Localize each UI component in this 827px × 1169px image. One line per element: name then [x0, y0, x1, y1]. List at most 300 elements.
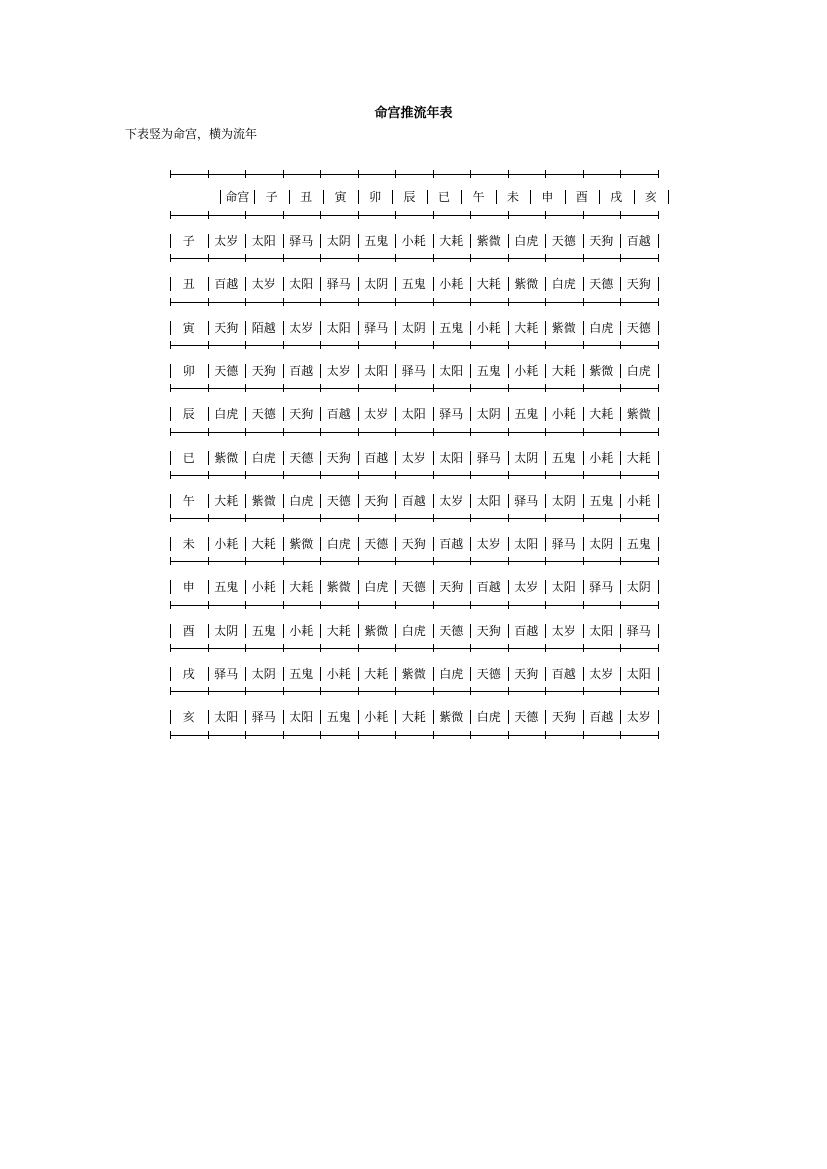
cell-separator: [658, 451, 659, 465]
table-cell: 白虎: [551, 277, 576, 292]
table-cell: 百越: [626, 234, 651, 248]
table-rule-tick: [208, 471, 209, 479]
table-cell: 太阴: [214, 623, 239, 638]
table-rule: [170, 432, 658, 433]
table-rule-tick: [395, 557, 396, 565]
table-cell: 大耗: [289, 580, 314, 595]
table-rule-tick: [433, 170, 434, 178]
table-rule-tick: [170, 601, 171, 609]
table-rule-tick: [208, 170, 209, 178]
table-rule-tick: [508, 687, 509, 695]
table-rule: [170, 518, 658, 519]
header-cell: 未: [506, 190, 519, 204]
table-cell: 大耗: [476, 277, 501, 292]
table-rule-tick: [208, 298, 209, 306]
cell-separator: [658, 537, 659, 551]
table-cell: 五鬼: [551, 450, 576, 465]
table-cell: 大耗: [326, 623, 351, 638]
table-cell: 太阳: [626, 667, 651, 681]
table-rule-tick: [658, 687, 659, 695]
table-rule-tick: [320, 514, 321, 522]
table-cell: 白虎: [326, 537, 351, 552]
table-rule-tick: [658, 514, 659, 522]
table-rule-tick: [208, 687, 209, 695]
header-cell: 子: [265, 190, 278, 204]
table-rule-tick: [245, 601, 246, 609]
header-cell: 酉: [575, 190, 588, 204]
table-rule-tick: [245, 341, 246, 349]
table-rule-tick: [283, 471, 284, 479]
table-cell: 太阳: [326, 320, 351, 335]
table-rule-tick: [470, 601, 471, 609]
table-rule: [170, 475, 658, 476]
row-label: 未: [182, 537, 195, 552]
table-cell: 五鬼: [514, 407, 539, 422]
cell-separator: [658, 580, 659, 594]
table-rule-tick: [358, 254, 359, 262]
table-rule-tick: [395, 384, 396, 392]
table-cell: 百越: [439, 537, 464, 552]
table-rule-tick: [245, 687, 246, 695]
table-cell: 驿马: [326, 277, 351, 292]
table-cell: 大耗: [214, 493, 239, 508]
table-rule-tick: [470, 170, 471, 178]
table-cell: 百越: [551, 667, 576, 681]
table-rule-tick: [545, 384, 546, 392]
table-cell: 紫微: [251, 493, 276, 508]
table-cell: 小耗: [589, 450, 614, 465]
table-cell: 大耗: [551, 363, 576, 378]
table-rule-tick: [470, 254, 471, 262]
table-cell: 天狗: [626, 277, 651, 292]
table-cell: 天德: [251, 407, 276, 422]
table-cell: 紫微: [364, 623, 389, 638]
table-cell: 太岁: [439, 493, 464, 508]
table-cell: 五鬼: [251, 623, 276, 638]
table-rule-tick: [283, 298, 284, 306]
table-rule-tick: [170, 384, 171, 392]
table-cell: 太阳: [439, 363, 464, 378]
table-rule-tick: [395, 687, 396, 695]
table-rule-tick: [283, 731, 284, 739]
table-cell: 驿马: [514, 493, 539, 508]
table-cell: 天狗: [251, 363, 276, 378]
table-rule-tick: [433, 557, 434, 565]
table-rule-tick: [433, 211, 434, 219]
table-rule-tick: [620, 731, 621, 739]
table-cell: 大耗: [514, 320, 539, 335]
table-cell: 小耗: [214, 537, 239, 552]
row-label: 卯: [182, 363, 195, 378]
table-rule-tick: [620, 428, 621, 436]
table-rule-tick: [470, 514, 471, 522]
table-rule-tick: [320, 298, 321, 306]
table-rule-tick: [433, 471, 434, 479]
table-rule-tick: [545, 731, 546, 739]
table-rule-tick: [433, 644, 434, 652]
table-rule-tick: [170, 644, 171, 652]
header-cell: 戌: [610, 190, 623, 204]
table-cell: 太阳: [514, 537, 539, 552]
table-rule-tick: [170, 254, 171, 262]
table-rule-tick: [358, 514, 359, 522]
table-cell: 白虎: [251, 450, 276, 465]
table-rule-tick: [245, 254, 246, 262]
table-cell: 驿马: [476, 450, 501, 465]
table-cell: 天德: [214, 363, 239, 378]
table-rule-tick: [320, 170, 321, 178]
table-rule-tick: [395, 731, 396, 739]
table-rule-tick: [545, 254, 546, 262]
table-cell: 百越: [401, 493, 426, 508]
table-rule-tick: [283, 170, 284, 178]
table-cell: 天狗: [514, 667, 539, 681]
table-rule-tick: [583, 428, 584, 436]
table-rule: [170, 735, 658, 736]
table-cell: 五鬼: [439, 320, 464, 335]
table-cell: 百越: [589, 710, 614, 725]
table-cell: 天狗: [364, 493, 389, 508]
page-subtitle: 下表竖为命宫，横为流年: [125, 127, 258, 141]
table-cell: 白虎: [589, 320, 614, 335]
table-rule-tick: [208, 384, 209, 392]
table-rule: [170, 174, 658, 175]
table-cell: 太岁: [551, 623, 576, 638]
table-rule-tick: [658, 211, 659, 219]
table-rule-tick: [245, 428, 246, 436]
table-rule-tick: [395, 211, 396, 219]
table-rule-tick: [170, 514, 171, 522]
table-rule-tick: [170, 471, 171, 479]
table-rule-tick: [583, 471, 584, 479]
table-rule-tick: [433, 254, 434, 262]
table-rule-tick: [208, 557, 209, 565]
table-cell: 天狗: [439, 580, 464, 595]
table-cell: 小耗: [326, 667, 351, 681]
table-rule-tick: [320, 557, 321, 565]
header-cell: 丑: [300, 190, 313, 204]
table-cell: 五鬼: [401, 277, 426, 292]
row-label: 丑: [182, 277, 195, 292]
table-rule-tick: [545, 557, 546, 565]
table-rule-tick: [170, 428, 171, 436]
table-rule-tick: [470, 428, 471, 436]
table-rule-tick: [508, 428, 509, 436]
table-cell: 太阳: [214, 710, 239, 725]
row-label: 子: [182, 234, 195, 248]
table-rule-tick: [470, 687, 471, 695]
table-cell: 紫微: [439, 710, 464, 725]
table-rule-tick: [620, 557, 621, 565]
table-rule-tick: [508, 254, 509, 262]
table-rule-tick: [358, 687, 359, 695]
table-cell: 太阳: [439, 450, 464, 465]
table-cell: 白虎: [476, 710, 501, 725]
table-rule-tick: [395, 644, 396, 652]
table-cell: 大耗: [401, 710, 426, 725]
table-rule-tick: [545, 471, 546, 479]
header-cell: 辰: [403, 190, 416, 204]
table-cell: 驿马: [251, 710, 276, 725]
row-label: 辰: [182, 407, 195, 422]
table-rule-tick: [583, 601, 584, 609]
table-cell: 白虎: [401, 623, 426, 638]
cell-separator: [658, 624, 659, 638]
table-cell: 驿马: [214, 667, 239, 681]
table-rule-tick: [283, 384, 284, 392]
table-rule-tick: [395, 514, 396, 522]
row-label: 午: [182, 493, 195, 508]
table-rule-tick: [358, 298, 359, 306]
table-rule-tick: [433, 514, 434, 522]
table-rule: [170, 258, 658, 259]
table-rule-tick: [583, 298, 584, 306]
table-rule-tick: [620, 514, 621, 522]
table-cell: 太阳: [289, 277, 314, 292]
table-rule-tick: [620, 687, 621, 695]
table-rule-tick: [170, 170, 171, 178]
table-rule-tick: [320, 644, 321, 652]
table-cell: 陌越: [251, 320, 276, 335]
table-cell: 天德: [364, 537, 389, 552]
table-rule-tick: [208, 644, 209, 652]
table-cell: 五鬼: [626, 537, 651, 552]
row-label: 酉: [182, 623, 195, 638]
table-rule: [170, 561, 658, 562]
table-cell: 太岁: [626, 710, 651, 725]
table-cell: 驿马: [289, 234, 314, 248]
table-rule-tick: [283, 254, 284, 262]
cell-separator: [658, 667, 659, 681]
table-rule-tick: [583, 384, 584, 392]
table-cell: 白虎: [214, 407, 239, 422]
table-cell: 驿马: [589, 580, 614, 595]
table-cell: 百越: [326, 407, 351, 422]
table-rule-tick: [208, 601, 209, 609]
table-rule-tick: [658, 557, 659, 565]
table-cell: 太阳: [476, 493, 501, 508]
table-cell: 小耗: [401, 234, 426, 248]
table-cell: 太岁: [326, 363, 351, 378]
table-rule: [170, 302, 658, 303]
table-rule-tick: [545, 644, 546, 652]
table-rule-tick: [545, 428, 546, 436]
table-rule-tick: [395, 601, 396, 609]
table-rule-tick: [508, 211, 509, 219]
table-rule-tick: [508, 384, 509, 392]
table-rule-tick: [283, 428, 284, 436]
table-cell: 紫微: [289, 537, 314, 552]
table-rule-tick: [508, 514, 509, 522]
table-cell: 太岁: [251, 277, 276, 292]
table-rule-tick: [320, 428, 321, 436]
table-rule-tick: [583, 514, 584, 522]
table-rule-tick: [658, 298, 659, 306]
table-rule-tick: [433, 428, 434, 436]
table-cell: 白虎: [626, 363, 651, 378]
table-cell: 天狗: [214, 320, 239, 335]
row-label: 申: [182, 580, 195, 595]
table-cell: 天狗: [401, 537, 426, 552]
table-cell: 紫微: [214, 450, 239, 465]
table-rule-tick: [433, 687, 434, 695]
table-cell: 五鬼: [364, 234, 389, 248]
table-cell: 天狗: [589, 234, 614, 248]
table-cell: 五鬼: [326, 710, 351, 725]
table-rule-tick: [470, 341, 471, 349]
table-cell: 五鬼: [589, 493, 614, 508]
table-rule-tick: [283, 601, 284, 609]
table-rule-tick: [395, 170, 396, 178]
table-rule-tick: [283, 211, 284, 219]
table-rule-tick: [620, 384, 621, 392]
table-rule-tick: [583, 557, 584, 565]
table-cell: 太阴: [251, 667, 276, 681]
table-cell: 紫微: [514, 277, 539, 292]
table-rule-tick: [245, 384, 246, 392]
table-cell: 紫微: [326, 580, 351, 595]
row-label: 寅: [182, 320, 195, 335]
table-rule-tick: [208, 211, 209, 219]
row-label: 亥: [182, 710, 195, 725]
table-rule-tick: [170, 211, 171, 219]
page-title: 命宫推流年表: [374, 106, 453, 121]
table-rule-tick: [658, 384, 659, 392]
table-rule-tick: [470, 471, 471, 479]
table-rule-tick: [395, 298, 396, 306]
table-cell: 太岁: [364, 407, 389, 422]
table-cell: 白虎: [289, 493, 314, 508]
row-label: 已: [182, 450, 195, 465]
table-cell: 紫微: [551, 320, 576, 335]
table-cell: 太阴: [476, 407, 501, 422]
table-cell: 太岁: [514, 580, 539, 595]
table-rule-tick: [620, 170, 621, 178]
table-rule-tick: [395, 428, 396, 436]
table-rule-tick: [358, 644, 359, 652]
table-cell: 太岁: [289, 320, 314, 335]
table-cell: 白虎: [439, 667, 464, 681]
table-rule-tick: [245, 298, 246, 306]
table-cell: 太阴: [364, 277, 389, 292]
table-rule-tick: [620, 254, 621, 262]
table-rule-tick: [508, 298, 509, 306]
table-rule-tick: [358, 341, 359, 349]
table-rule-tick: [170, 557, 171, 565]
table-rule-tick: [620, 644, 621, 652]
cell-separator: [658, 234, 659, 248]
table-cell: 太阳: [589, 623, 614, 638]
table-rule-tick: [358, 428, 359, 436]
table-rule-tick: [508, 601, 509, 609]
cell-separator: [658, 364, 659, 378]
table-cell: 天德: [476, 667, 501, 681]
cell-separator: [658, 710, 659, 724]
table-cell: 五鬼: [214, 580, 239, 595]
cell-separator: [658, 321, 659, 335]
table-rule-tick: [283, 514, 284, 522]
table-cell: 天德: [326, 493, 351, 508]
table-rule-tick: [620, 211, 621, 219]
table-rule-tick: [620, 341, 621, 349]
header-cell: 已: [437, 190, 450, 204]
table-rule-tick: [208, 731, 209, 739]
table-rule-tick: [358, 557, 359, 565]
table-cell: 天狗: [476, 623, 501, 638]
table-cell: 太阴: [401, 320, 426, 335]
table-cell: 天德: [401, 580, 426, 595]
table-rule-tick: [508, 557, 509, 565]
table-rule-tick: [395, 341, 396, 349]
table-rule-tick: [583, 687, 584, 695]
table-rule-tick: [395, 471, 396, 479]
table-rule-tick: [358, 731, 359, 739]
table-rule-tick: [320, 254, 321, 262]
table-cell: 紫微: [589, 363, 614, 378]
table-rule-tick: [583, 731, 584, 739]
table-rule-tick: [470, 298, 471, 306]
table-rule: [170, 215, 658, 216]
table-rule-tick: [508, 170, 509, 178]
table-rule-tick: [658, 731, 659, 739]
table-cell: 小耗: [476, 320, 501, 335]
table-rule-tick: [583, 644, 584, 652]
table-rule-tick: [170, 731, 171, 739]
table-cell: 天德: [514, 710, 539, 725]
table-rule-tick: [508, 644, 509, 652]
table-rule-tick: [545, 211, 546, 219]
table-cell: 太岁: [476, 537, 501, 552]
table-cell: 太阴: [626, 580, 651, 595]
table-rule-tick: [658, 428, 659, 436]
table-rule-tick: [583, 170, 584, 178]
table-rule-tick: [320, 687, 321, 695]
table-rule-tick: [320, 384, 321, 392]
table-rule-tick: [470, 211, 471, 219]
header-separator: [668, 190, 669, 204]
table-rule-tick: [283, 341, 284, 349]
table-rule-tick: [320, 731, 321, 739]
table-cell: 大耗: [439, 234, 464, 248]
table-cell: 大耗: [626, 450, 651, 465]
header-cell: 申: [541, 190, 554, 204]
header-cell: 命宫: [225, 190, 250, 204]
table-rule-tick: [545, 514, 546, 522]
table-rule-tick: [433, 731, 434, 739]
table-cell: 驿马: [401, 363, 426, 378]
table-cell: 小耗: [551, 407, 576, 422]
table-rule-tick: [283, 687, 284, 695]
table-cell: 紫微: [476, 234, 501, 248]
table-cell: 太岁: [401, 450, 426, 465]
table-rule-tick: [620, 601, 621, 609]
table-cell: 五鬼: [289, 667, 314, 681]
table-rule-tick: [470, 731, 471, 739]
table-rule-tick: [208, 254, 209, 262]
table-rule-tick: [545, 341, 546, 349]
table-rule-tick: [170, 341, 171, 349]
row-label: 戌: [182, 667, 195, 681]
table-cell: 天德: [589, 277, 614, 292]
table-cell: 天德: [289, 450, 314, 465]
table-rule-tick: [358, 384, 359, 392]
table-cell: 太阳: [401, 407, 426, 422]
table-cell: 小耗: [251, 580, 276, 595]
table-cell: 天狗: [551, 710, 576, 725]
table-cell: 小耗: [364, 710, 389, 725]
table-rule-tick: [545, 170, 546, 178]
table-rule-tick: [245, 514, 246, 522]
